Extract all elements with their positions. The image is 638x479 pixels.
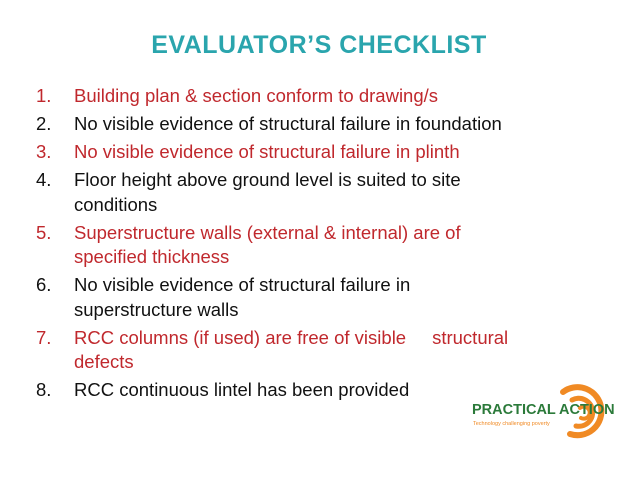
item-number: 5. bbox=[36, 221, 52, 243]
item-number: 2. bbox=[36, 113, 52, 134]
item-number: 7. bbox=[36, 326, 52, 348]
checklist-item-3 bbox=[36, 140, 636, 165]
item-number: 3. bbox=[36, 141, 52, 162]
slide-title: EVALUATOR’S CHECKLIST bbox=[151, 31, 487, 59]
logo-tagline: Technology challenging poverty bbox=[473, 421, 550, 427]
item-text: No visible evidence of structural failure in plinth bbox=[74, 141, 460, 162]
checklist-item-6 bbox=[36, 273, 636, 322]
item-number: 8. bbox=[36, 379, 52, 400]
checklist-item-1 bbox=[36, 84, 636, 109]
item-text-trailing: structural bbox=[432, 326, 509, 348]
practical-action-logo bbox=[468, 384, 618, 442]
item-text-row bbox=[74, 326, 636, 351]
item-text-continued: defects bbox=[74, 351, 134, 372]
item-text: No visible evidence of structural failure in bbox=[74, 274, 411, 295]
item-text: RCC columns (if used) are free of visible bbox=[74, 326, 407, 348]
item-text: No visible evidence of structural failure in foundation bbox=[74, 113, 502, 134]
item-text: RCC continuous lintel has been provided bbox=[74, 379, 410, 400]
checklist-item-7 bbox=[36, 326, 636, 375]
item-text: Building plan & section conform to drawing/s bbox=[74, 85, 439, 106]
checklist-item-2 bbox=[36, 112, 636, 137]
item-text-continued: conditions bbox=[74, 193, 158, 215]
checklist-item-5 bbox=[36, 221, 636, 270]
item-number: 1. bbox=[36, 85, 52, 106]
item-number: 4. bbox=[36, 169, 52, 190]
checklist-item-4 bbox=[36, 168, 636, 217]
item-text-continued: superstructure walls bbox=[74, 298, 239, 320]
item-text: Floor height above ground level is suited to site bbox=[74, 169, 461, 190]
item-text: Superstructure walls (external & internal) are of bbox=[74, 221, 461, 243]
item-number: 6. bbox=[36, 274, 52, 295]
checklist bbox=[36, 84, 636, 406]
item-text-continued: specified thickness bbox=[74, 246, 230, 267]
logo-name: PRACTICAL ACTION bbox=[472, 402, 615, 418]
